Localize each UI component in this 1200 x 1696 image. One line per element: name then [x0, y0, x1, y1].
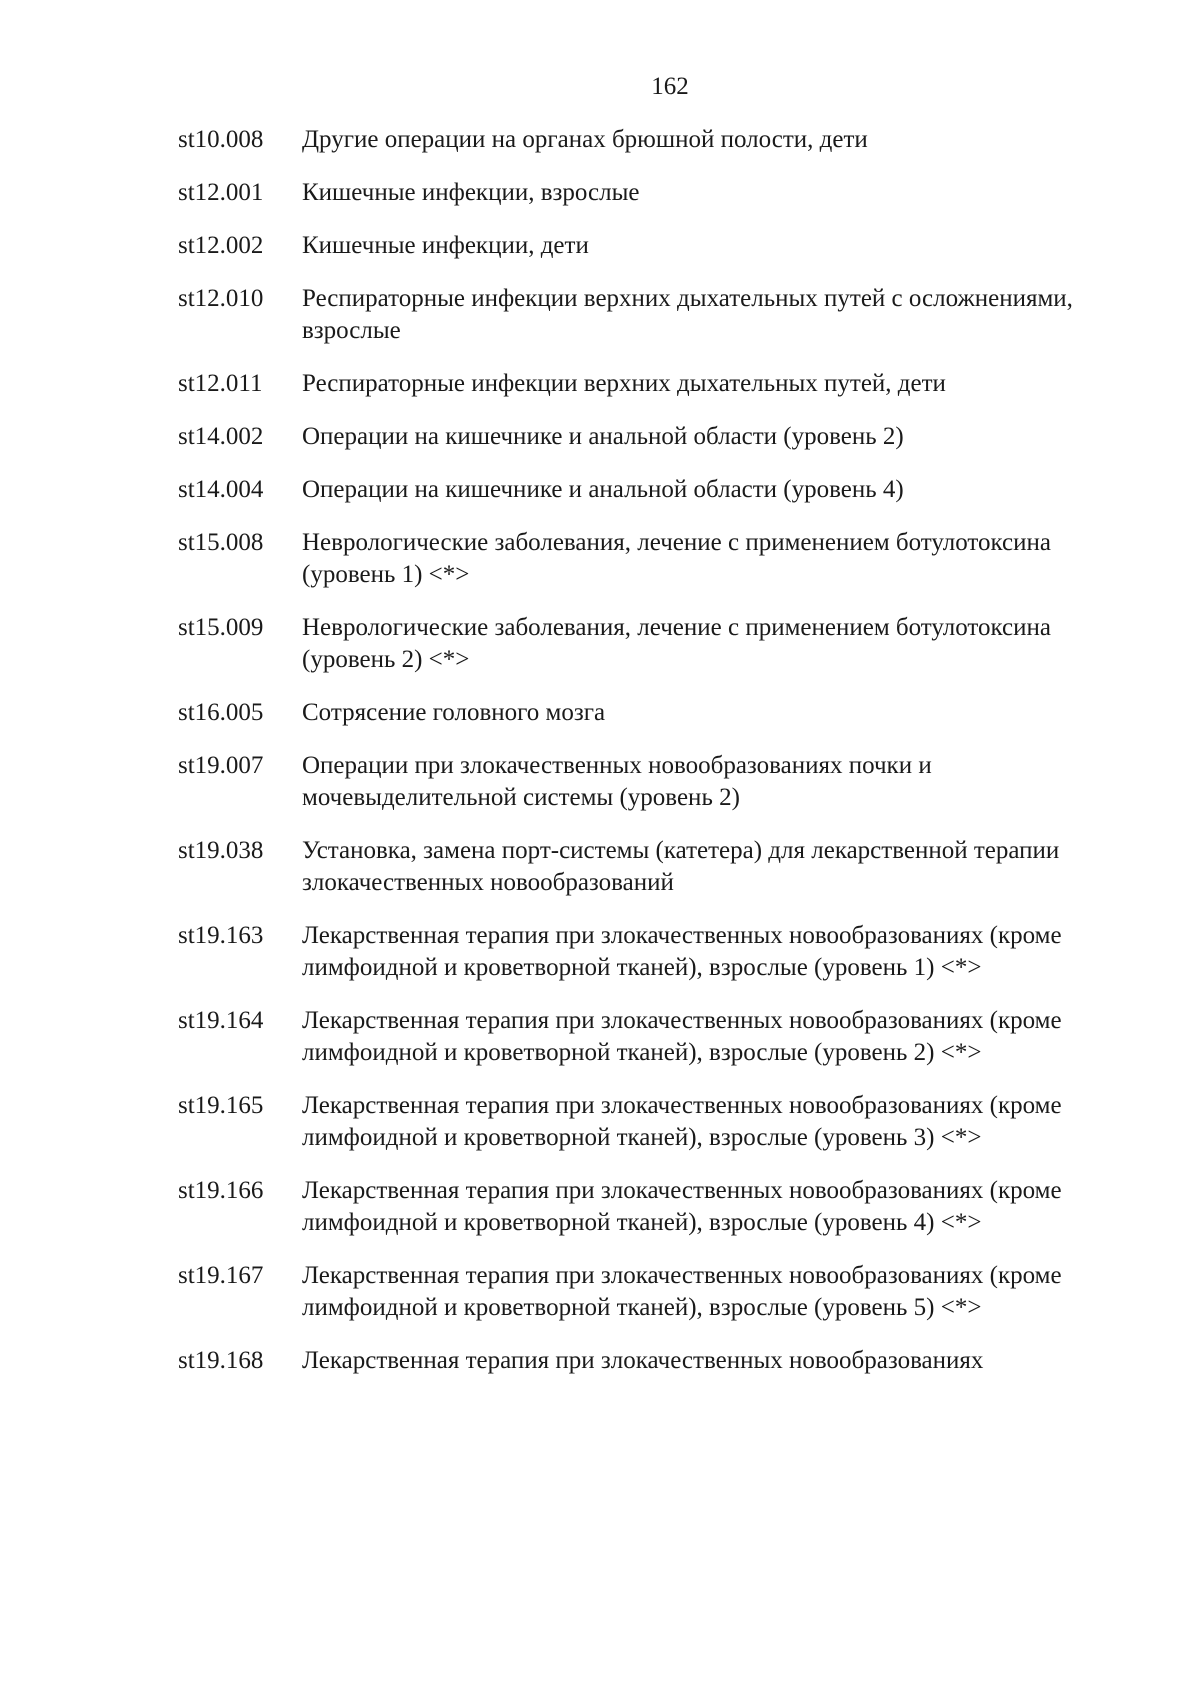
- entry-text: Другие операции на органах брюшной полости, дети: [302, 126, 868, 153]
- entry-row: [178, 230, 1098, 262]
- entry-code: st15.009: [178, 614, 264, 641]
- entry-list: [178, 124, 1098, 1398]
- entry-code: st14.002: [178, 423, 264, 450]
- entry-text: Неврологические заболевания, лечение с применением ботулотоксина (уровень 1) <*>: [302, 529, 1051, 588]
- entry-text: Установка, замена порт-системы (катетера) для лекарственной терапии злокачественных новообразований: [302, 837, 1060, 896]
- entry-row: [178, 1260, 1098, 1324]
- entry-text: Кишечные инфекции, взрослые: [302, 179, 640, 206]
- entry-code: st19.007: [178, 752, 264, 779]
- entry-row: [178, 368, 1098, 400]
- entry-row: [178, 421, 1098, 453]
- entry-text: Лекарственная терапия при злокачественных новообразованиях (кроме лимфоидной и кроветворной тканей), взрослые (уровень 3) <*>: [302, 1092, 1062, 1151]
- entry-code: st15.008: [178, 529, 264, 556]
- entry-code: st19.167: [178, 1262, 264, 1289]
- entry-row: [178, 474, 1098, 506]
- entry-text: Операции на кишечнике и анальной области (уровень 2): [302, 423, 904, 450]
- entry-row: [178, 124, 1098, 156]
- entry-code: st19.166: [178, 1177, 264, 1204]
- entry-code: st19.165: [178, 1092, 264, 1119]
- entry-code: st12.011: [178, 370, 263, 397]
- entry-row: [178, 835, 1098, 899]
- entry-row: [178, 1345, 1098, 1377]
- entry-code: st19.038: [178, 837, 264, 864]
- entry-text: Лекарственная терапия при злокачественных новообразованиях (кроме лимфоидной и кроветворной тканей), взрослые (уровень 5) <*>: [302, 1262, 1062, 1321]
- entry-row: [178, 1005, 1098, 1069]
- entry-row: [178, 527, 1098, 591]
- entry-text: Лекарственная терапия при злокачественных новообразованиях (кроме лимфоидной и кроветворной тканей), взрослые (уровень 4) <*>: [302, 1177, 1062, 1236]
- entry-code: st19.168: [178, 1347, 264, 1374]
- page-number: 162: [651, 73, 689, 100]
- entry-row: [178, 1175, 1098, 1239]
- entry-row: [178, 697, 1098, 729]
- entry-text: Кишечные инфекции, дети: [302, 232, 589, 259]
- entry-code: st12.001: [178, 179, 264, 206]
- entry-text: Операции при злокачественных новообразованиях почки и мочевыделительной системы (уровень 2): [302, 752, 932, 811]
- entry-text: Сотрясение головного мозга: [302, 699, 606, 726]
- entry-text: Респираторные инфекции верхних дыхательных путей, дети: [302, 370, 946, 397]
- entry-row: [178, 920, 1098, 984]
- entry-row: [178, 1090, 1098, 1154]
- entry-code: st12.010: [178, 285, 264, 312]
- entry-text: Лекарственная терапия при злокачественных новообразованиях (кроме лимфоидной и кроветворной тканей), взрослые (уровень 1) <*>: [302, 922, 1062, 981]
- entry-text: Лекарственная терапия при злокачественных новообразованиях (кроме лимфоидной и кроветворной тканей), взрослые (уровень 2) <*>: [302, 1007, 1062, 1066]
- entry-row: [178, 750, 1098, 814]
- entry-code: st16.005: [178, 699, 264, 726]
- entry-row: [178, 612, 1098, 676]
- entry-text: Лекарственная терапия при злокачественных новообразованиях: [302, 1347, 984, 1374]
- entry-text: Неврологические заболевания, лечение с применением ботулотоксина (уровень 2) <*>: [302, 614, 1051, 673]
- entry-row: [178, 177, 1098, 209]
- entry-code: st19.164: [178, 1007, 264, 1034]
- entry-code: st12.002: [178, 232, 264, 259]
- entry-code: st14.004: [178, 476, 264, 503]
- entry-code: st19.163: [178, 922, 264, 949]
- entry-text: Респираторные инфекции верхних дыхательных путей с осложнениями, взрослые: [302, 285, 1073, 344]
- entry-text: Операции на кишечнике и анальной области (уровень 4): [302, 476, 904, 503]
- entry-row: [178, 283, 1098, 347]
- entry-code: st10.008: [178, 126, 264, 153]
